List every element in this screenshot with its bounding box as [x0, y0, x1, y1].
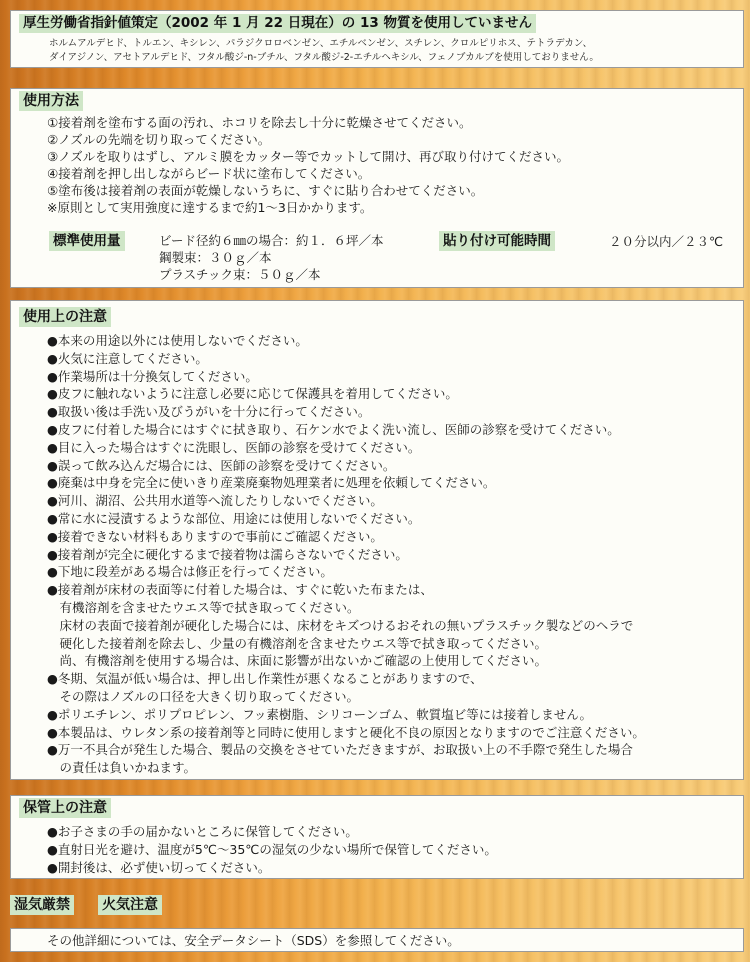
caution-line: 有機溶剤を含ませたウエス等で拭き取ってください。 — [47, 600, 360, 615]
caution-line: ●取扱い後は手洗い及びうがいを十分に行ってください。 — [47, 404, 371, 420]
storage-title: 保管上の注意 — [19, 798, 111, 818]
usage-step: ②ノズルの先端を切り取ってください。 — [47, 132, 271, 147]
usage-step: ①接着剤を塗布する面の汚れ、ホコリを除去し十分に乾燥させてください。 — [47, 115, 472, 130]
cautions-title: 使用上の注意 — [19, 307, 111, 327]
open-time-value: ２０分以内／２３℃ — [609, 234, 724, 249]
caution-line: ●接着できない材料もありますので事前にご確認ください。 — [47, 528, 383, 544]
caution-line: ●目に入った場合はすぐに洗眼し、医師の診察を受けてください。 — [47, 439, 421, 455]
moisture-warning: 湿気厳禁 — [10, 895, 74, 915]
usage-panel — [10, 88, 744, 288]
caution-line: 床材の表面で接着剤が硬化した場合には、床材をキズつけるおそれの無いプラスチック製などのヘラで — [47, 617, 634, 633]
caution-line: ●本来の用途以外には使用しないでください。 — [47, 333, 308, 348]
caution-line: ●ポリエチレン、ポリプロピレン、フッ素樹脂、シリコーンゴム、軟質塩ビ等には接着しません。 — [47, 706, 593, 722]
storage-line: ●お子さまの手の届かないところに保管してください。 — [47, 824, 358, 839]
caution-line: 硬化した接着剤を除去し、少量の有機溶剤を含ませたウエス等で拭き取ってください。 — [47, 635, 548, 651]
caution-line: ●下地に段差がある場合は修正を行ってください。 — [47, 564, 333, 580]
storage-line: ●直射日光を避け、温度が5℃～35℃の湿気の少ない場所で保管してください。 — [47, 842, 497, 857]
cautions-panel — [10, 300, 744, 780]
usage-step: ③ノズルを取りはずし、アルミ膜をカッター等でカットして開け、再び取り付けてください。 — [47, 149, 569, 164]
footer-panel — [10, 928, 744, 952]
usage-title: 使用方法 — [19, 91, 83, 111]
caution-line: ●作業場所は十分換気してください。 — [47, 368, 258, 384]
regulation-title: 厚生労働省指針値策定（2002 年 1 月 22 日現在）の 13 物質を使用していません — [19, 14, 536, 33]
caution-line: ●廃棄は中身を完全に使いきり産業廃棄物処理業者に処理を依頼してください。 — [47, 475, 496, 491]
usage-step: ⑤塗布後は接着剤の表面が乾燥しないうちに、すぐに貼り合わせてください。 — [47, 183, 484, 198]
usage-step: ④接着剤を押し出しながらビード状に塗布してください。 — [47, 166, 371, 181]
regulation-panel — [10, 10, 744, 68]
caution-line: ●常に水に浸漬するような部位、用途には使用しないでください。 — [47, 511, 421, 526]
caution-line: ●皮フに触れないように注意し必要に応じて保護具を着用してください。 — [47, 386, 458, 402]
substances-line-2: ダイアジノン、アセトアルデヒド、フタル酸ジ-n-ブチル、フタル酸ジ-2-エチルヘキシル、フェノブカルブを使用しておりません。 — [49, 52, 599, 63]
caution-line: その際はノズルの口径を大きく切り取ってください。 — [47, 689, 360, 704]
standard-usage-value: プラスチック束：５０ｇ／本 — [159, 267, 321, 282]
standard-usage-value: 鋼製束：３０ｇ／本 — [159, 250, 272, 265]
caution-line: ●皮フに付着した場合にはすぐに拭き取り、石ケン水でよく洗い流し、医師の診察を受けてください。 — [47, 422, 620, 437]
usage-note: ※原則として実用強度に達するまで約1～3日かかります。 — [47, 200, 373, 215]
standard-usage-label: 標準使用量 — [49, 231, 125, 251]
caution-line: ●火気に注意してください。 — [47, 350, 208, 366]
caution-line: ●本製品は、ウレタン系の接着剤等と同時に使用しますと硬化不良の原因となりますのでご注意ください。 — [47, 724, 645, 740]
caution-line: 尚、有機溶剤を使用する場合は、床面に影響が出ないかご確認の上使用してください。 — [47, 653, 548, 669]
open-time-label: 貼り付け可能時間 — [439, 231, 555, 251]
caution-line: ●河川、湖沼、公共用水道等へ流したりしないでください。 — [47, 493, 383, 509]
caution-line: ●接着剤が完全に硬化するまで接着物は濡らさないでください。 — [47, 546, 408, 562]
storage-line: ●開封後は、必ず使い切ってください。 — [47, 860, 271, 875]
substances-line-1: ホルムアルデヒド、トルエン、キシレン、パラジクロロベンゼン、エチルベンゼン、スチレン、クロルピリホス、テトラデカン、 — [49, 38, 593, 49]
storage-panel — [10, 795, 744, 879]
fire-warning: 火気注意 — [98, 895, 162, 915]
standard-usage-value: ビード径約６㎜の場合：約１．６坪／本 — [159, 233, 384, 248]
caution-line: ●接着剤が床材の表面等に付着した場合は、すぐに乾いた布または、 — [47, 582, 433, 598]
caution-line: の責任は負いかねます。 — [47, 760, 197, 776]
caution-line: ●万一不具合が発生した場合、製品の交換をさせていただきますが、お取扱い上の不手際で発生した場合 — [47, 742, 633, 758]
caution-line: ●冬期、気温が低い場合は、押し出し作業性が悪くなることがありますので、 — [47, 671, 483, 687]
caution-line: ●誤って飲み込んだ場合には、医師の診察を受けてください。 — [47, 457, 396, 473]
sds-reference: その他詳細については、安全データシート（SDS）を参照してください。 — [47, 933, 460, 948]
